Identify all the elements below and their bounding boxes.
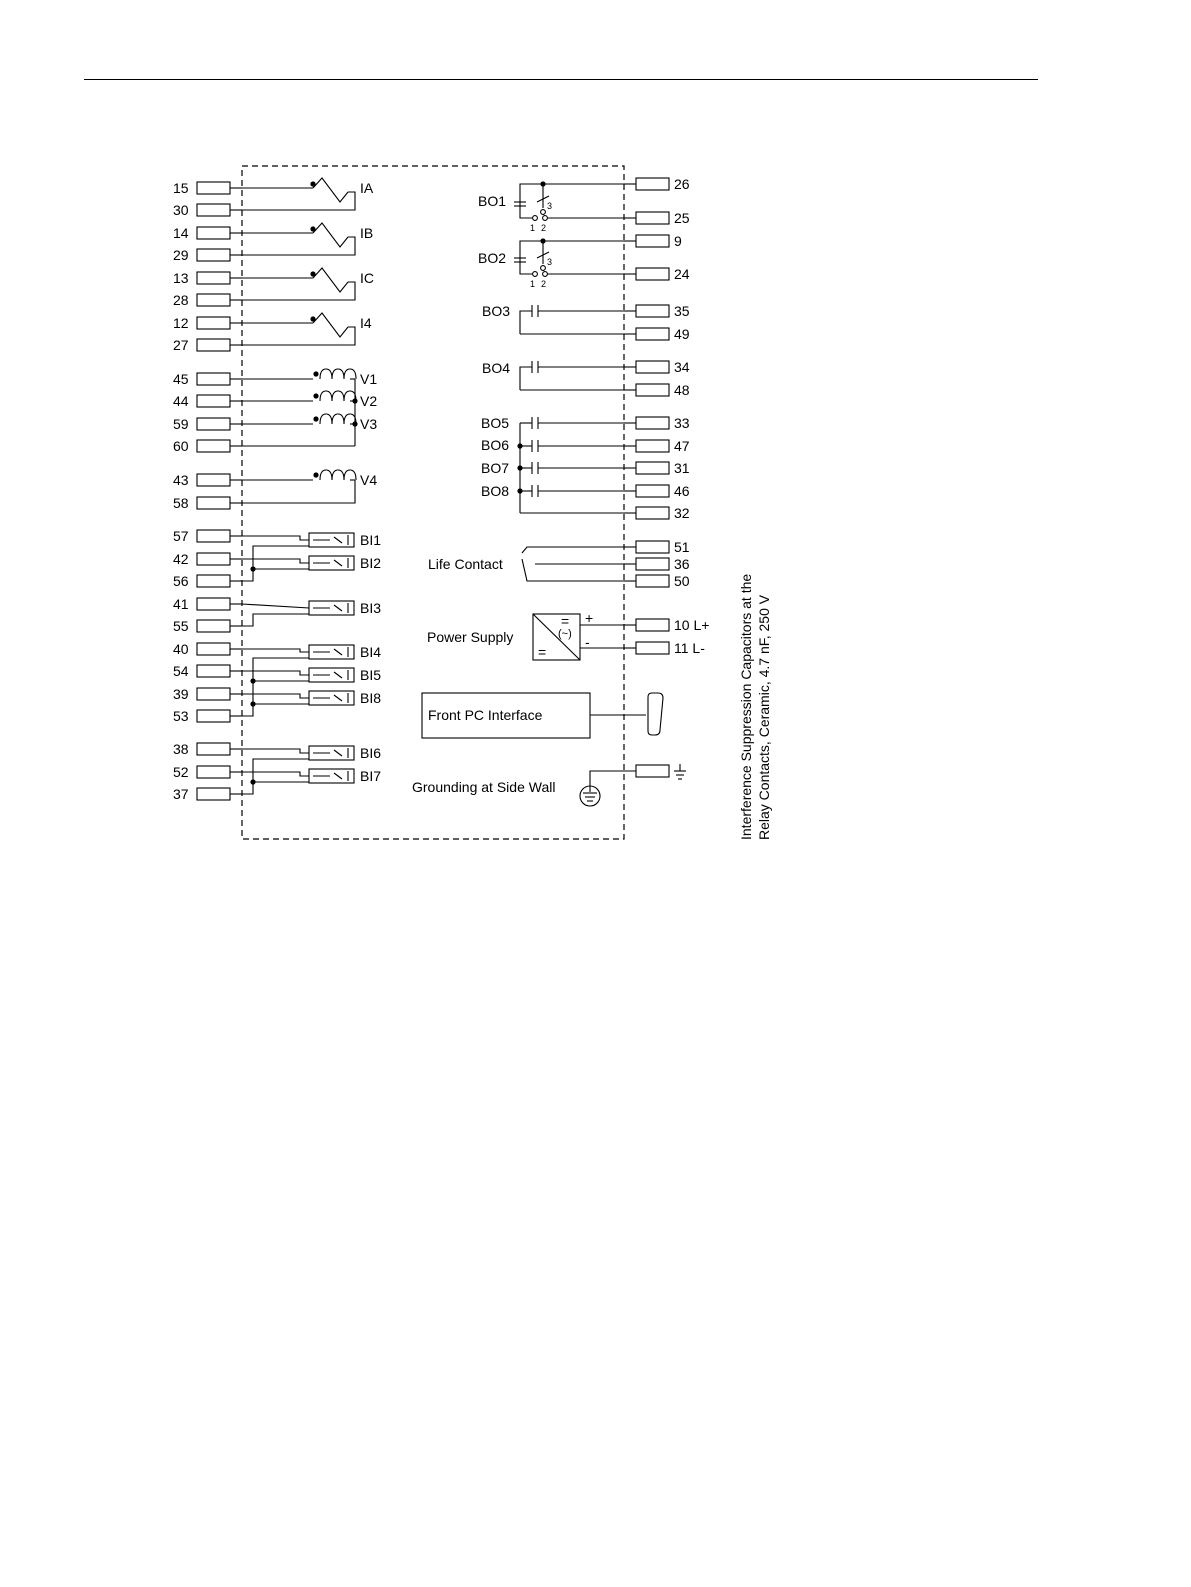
left-terminal-44: [197, 395, 230, 407]
left-terminal-27: [197, 339, 230, 351]
current-input-label-IA: IA: [360, 180, 374, 196]
bi8-wire: [242, 694, 309, 698]
right-terminal-label-24: 24: [674, 266, 690, 282]
current-transformer-icon-IB: [313, 223, 348, 247]
right-terminal-label-49: 49: [674, 326, 690, 342]
left-terminal-39: [197, 688, 230, 700]
current-transformer-icon-IC: [313, 268, 348, 292]
changeover-pin3-BO2: [541, 266, 546, 271]
left-terminal-label-43: 43: [173, 472, 189, 488]
changeover-pin2-BO2: [543, 272, 548, 277]
changeover-pin3-BO1: [541, 210, 546, 215]
left-terminal-label-14: 14: [173, 225, 189, 241]
left-terminal-14: [197, 227, 230, 239]
bi67-common-node: [250, 779, 255, 784]
voltage-v4-return: [242, 480, 355, 503]
right-terminal-24: [636, 268, 669, 280]
left-terminal-label-56: 56: [173, 573, 189, 589]
left-terminal-label-44: 44: [173, 393, 189, 409]
right-terminal-36: [636, 558, 669, 570]
left-terminal-43: [197, 474, 230, 486]
changeover-pin2-BO1: [543, 216, 548, 221]
right-terminal-47: [636, 440, 669, 452]
changeover-pin1-BO2: [533, 272, 538, 277]
left-terminal-28: [197, 294, 230, 306]
pin1-label-BO1: 1: [530, 223, 536, 233]
psu-dc-out-symbol: =: [561, 613, 570, 629]
pin3-label-BO2: 3: [547, 257, 553, 267]
right-terminal-35: [636, 305, 669, 317]
left-terminal-label-39: 39: [173, 686, 189, 702]
right-terminal-50: [636, 575, 669, 587]
left-terminal-label-40: 40: [173, 641, 189, 657]
right-terminal-label-26: 26: [674, 176, 690, 192]
voltage-bus-node-v2: [352, 398, 357, 403]
left-terminal-label-54: 54: [173, 663, 189, 679]
voltage-input-label-V2: V2: [360, 393, 378, 409]
ground-terminal: [636, 765, 669, 777]
left-terminal-57: [197, 530, 230, 542]
left-terminal-56: [197, 575, 230, 587]
right-terminal-34: [636, 361, 669, 373]
binary-output-label-BO2: BO2: [478, 250, 507, 266]
current-input-return-I4: [242, 327, 355, 345]
voltage-input-label-V4: V4: [360, 472, 378, 488]
no-contact-left-BO4: [520, 367, 532, 390]
function-blocks: [412, 556, 686, 806]
life-contact-label: Life Contact: [428, 556, 503, 572]
right-terminal-label-9: 9: [674, 233, 682, 249]
binary-output-label-BO4: BO4: [482, 360, 511, 376]
bi5-wire: [242, 671, 309, 675]
right-terminal-26: [636, 178, 669, 190]
left-terminal-label-60: 60: [173, 438, 189, 454]
left-terminal-54: [197, 665, 230, 677]
current-input-return-IA: [242, 192, 355, 210]
right-terminal-10 L+: [636, 619, 669, 631]
power-supply-label: Power Supply: [427, 629, 514, 645]
voltage-input-polarity-dot-V2: [313, 393, 318, 398]
right-terminal-label-50: 50: [674, 573, 690, 589]
binary-output-label-BO8: BO8: [481, 483, 510, 499]
binary-input-label-BI8: BI8: [360, 690, 382, 706]
binary-input-label-BI5: BI5: [360, 667, 382, 683]
left-terminal-45: [197, 373, 230, 385]
left-terminal-label-59: 59: [173, 416, 189, 432]
right-terminal-label-36: 36: [674, 556, 690, 572]
right-terminal-label-48: 48: [674, 382, 690, 398]
bi12-common: [242, 546, 309, 581]
voltage-input-label-V1: V1: [360, 371, 378, 387]
left-section: [173, 178, 381, 802]
binary-output-label-BO7: BO7: [481, 460, 510, 476]
binary-output-label-BO6: BO6: [481, 437, 510, 453]
bi458-common-node-1: [250, 678, 255, 683]
grounding-label: Grounding at Side Wall: [412, 779, 556, 795]
left-terminal-53: [197, 710, 230, 722]
pin3-label-BO1: 3: [547, 201, 553, 211]
binary-input-label-BI3: BI3: [360, 600, 382, 616]
right-terminal-label-31: 31: [674, 460, 690, 476]
right-terminal-label-51: 51: [674, 539, 690, 555]
right-terminal-49: [636, 328, 669, 340]
binary-output-label-BO5: BO5: [481, 415, 510, 431]
life-contact-nc: [522, 547, 624, 553]
right-terminal-31: [636, 462, 669, 474]
bi458-common-node-2: [250, 701, 255, 706]
left-terminal-label-38: 38: [173, 741, 189, 757]
psu-dc-in-symbol: =: [538, 644, 547, 660]
left-terminal-29: [197, 249, 230, 261]
serial-port-connector-icon: [648, 693, 663, 735]
current-input-label-I4: I4: [360, 315, 372, 331]
changeover-common-BO1: [520, 184, 624, 218]
left-terminal-59: [197, 418, 230, 430]
psu-ac-symbol: (~): [558, 628, 572, 640]
bi4-wire: [242, 649, 309, 652]
binary-output-label-BO1: BO1: [478, 193, 507, 209]
left-terminal-12: [197, 317, 230, 329]
no-contact-left-BO3: [520, 311, 532, 334]
current-transformer-icon-IA: [313, 178, 348, 202]
psu-minus-symbol: -: [585, 634, 590, 650]
binary-input-label-BI2: BI2: [360, 555, 382, 571]
right-terminal-label-25: 25: [674, 210, 690, 226]
left-terminal-label-53: 53: [173, 708, 189, 724]
right-terminal-11 L-: [636, 642, 669, 654]
voltage-input-polarity-dot-V4: [313, 472, 318, 477]
left-terminal-label-30: 30: [173, 202, 189, 218]
right-terminal-label-11 L-: 11 L-: [674, 640, 705, 656]
left-terminal-label-58: 58: [173, 495, 189, 511]
binary-input-label-BI4: BI4: [360, 644, 382, 660]
voltage-transformer-icon-V3: [320, 414, 356, 424]
psu-plus-symbol: +: [585, 610, 594, 626]
front-pc-interface-label: Front PC Interface: [428, 707, 543, 723]
bi2-wire: [242, 559, 309, 563]
binary-output-label-BO3: BO3: [482, 303, 511, 319]
right-terminal-51: [636, 541, 669, 553]
left-terminal-41: [197, 598, 230, 610]
bi12-common-node: [250, 566, 255, 571]
changeover-common-BO2: [520, 241, 624, 274]
right-terminal-label-10 L+: 10 L+: [674, 617, 710, 633]
right-terminal-label-33: 33: [674, 415, 690, 431]
left-terminal-label-41: 41: [173, 596, 189, 612]
left-terminal-13: [197, 272, 230, 284]
left-terminal-label-42: 42: [173, 551, 189, 567]
binary-input-label-BI6: BI6: [360, 745, 382, 761]
left-terminal-label-29: 29: [173, 247, 189, 263]
binary-input-label-BI7: BI7: [360, 768, 382, 784]
bi7-wire: [242, 772, 309, 776]
current-input-return-IC: [242, 282, 355, 300]
left-terminal-label-28: 28: [173, 292, 189, 308]
suppression-note: [738, 574, 772, 840]
right-terminal-label-35: 35: [674, 303, 690, 319]
voltage-transformer-icon-V1: [320, 369, 356, 379]
bi1-wire: [242, 536, 309, 540]
pin1-label-BO2: 1: [530, 279, 536, 289]
right-terminal-label-46: 46: [674, 483, 690, 499]
right-terminal-48: [636, 384, 669, 396]
left-terminal-label-52: 52: [173, 764, 189, 780]
bi458-common: [242, 658, 309, 716]
pin2-label-BO1: 2: [541, 223, 547, 233]
left-terminal-38: [197, 743, 230, 755]
left-terminal-label-27: 27: [173, 337, 189, 353]
left-terminal-label-37: 37: [173, 786, 189, 802]
left-terminal-52: [197, 766, 230, 778]
left-terminal-40: [197, 643, 230, 655]
right-terminal-label-32: 32: [674, 505, 690, 521]
right-section: [478, 176, 709, 656]
ground-wire: [590, 771, 636, 786]
bi3-common: [242, 614, 309, 626]
left-terminal-label-45: 45: [173, 371, 189, 387]
voltage-input-polarity-dot-V1: [313, 371, 318, 376]
bi6-wire: [242, 749, 309, 753]
right-terminal-33: [636, 417, 669, 429]
right-terminal-label-47: 47: [674, 438, 690, 454]
voltage-transformer-icon-V4: [320, 470, 356, 480]
left-terminal-label-13: 13: [173, 270, 189, 286]
current-input-label-IC: IC: [360, 270, 374, 286]
right-terminal-46: [636, 485, 669, 497]
left-terminal-15: [197, 182, 230, 194]
note-line-2: Relay Contacts, Ceramic, 4.7 nF, 250 V: [756, 594, 772, 840]
bi3-wire: [242, 604, 309, 608]
life-contact-no: [522, 559, 624, 581]
voltage-transformer-icon-V2: [320, 391, 356, 401]
voltage-input-polarity-dot-V3: [313, 416, 318, 421]
changeover-pin1-BO1: [533, 216, 538, 221]
left-terminal-label-55: 55: [173, 618, 189, 634]
note-line-1: Interference Suppression Capacitors at the: [738, 573, 754, 840]
left-terminal-37: [197, 788, 230, 800]
left-terminal-30: [197, 204, 230, 216]
right-terminal-25: [636, 212, 669, 224]
right-terminal-9: [636, 235, 669, 247]
right-terminal-label-34: 34: [674, 359, 690, 375]
left-terminal-42: [197, 553, 230, 565]
left-terminal-58: [197, 497, 230, 509]
left-terminal-label-12: 12: [173, 315, 189, 331]
voltage-input-label-V3: V3: [360, 416, 378, 432]
left-terminal-label-15: 15: [173, 180, 189, 196]
binary-input-label-BI1: BI1: [360, 532, 382, 548]
right-terminal-32: [636, 507, 669, 519]
pin2-label-BO2: 2: [541, 279, 547, 289]
voltage-bus-node-v3: [352, 421, 357, 426]
left-terminal-label-57: 57: [173, 528, 189, 544]
bi67-common: [242, 759, 309, 794]
left-terminal-55: [197, 620, 230, 632]
current-input-label-IB: IB: [360, 225, 374, 241]
current-input-return-IB: [242, 237, 355, 255]
left-terminal-60: [197, 440, 230, 452]
current-transformer-icon-I4: [313, 313, 348, 337]
